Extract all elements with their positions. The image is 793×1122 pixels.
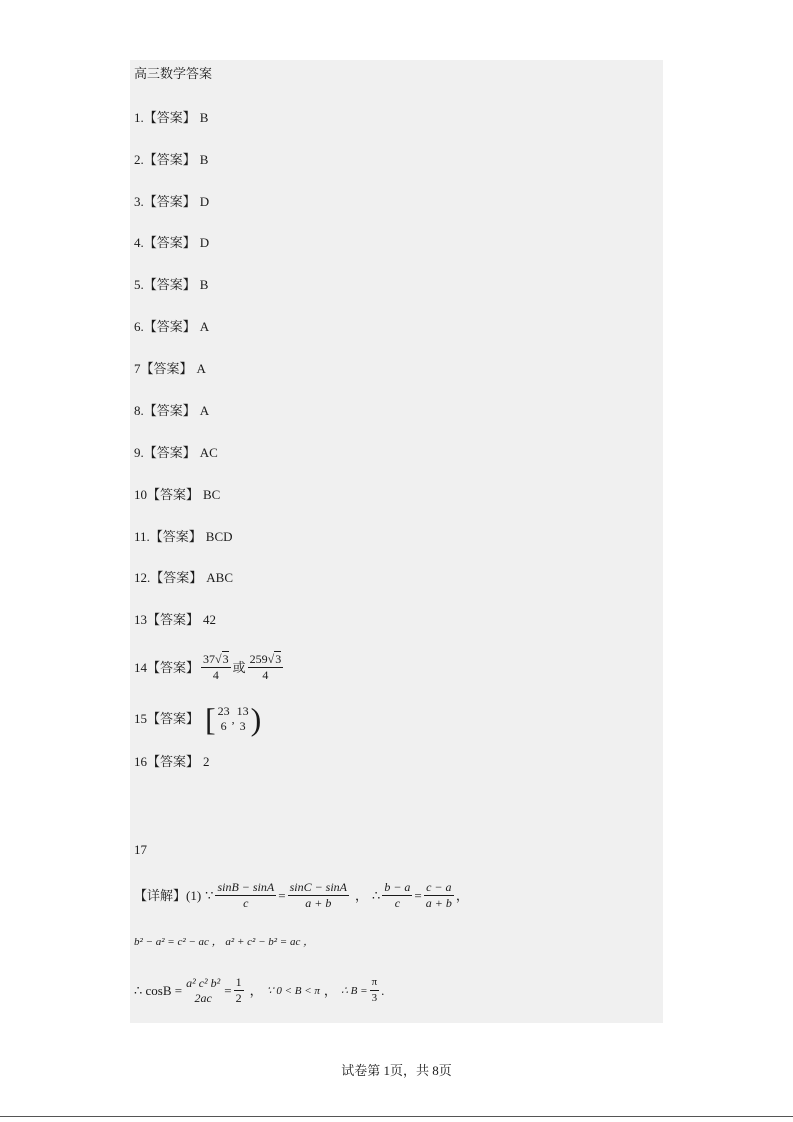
answer-tag: 【答案】 [143,277,196,292]
q17-step-2: b² − a² = c² − ac ， a² + c² − b² = ac ， [134,936,315,948]
answer-tag: 【答案】 [147,659,200,675]
fraction-pi-third [370,975,380,1006]
answer-number: 9. [134,445,144,460]
left-bracket: [ [205,701,216,737]
fraction-sin-diff-1 [215,880,276,911]
answer-value: B [199,277,209,292]
answer-1 [134,110,208,126]
denominator: 2ac [194,990,212,1005]
interval-left-den: 6 [220,719,227,733]
answer-tag: 【答案】 [147,711,200,726]
answer-2 [134,152,208,168]
answer-number: 2. [134,152,144,167]
answer-number: 15 [134,711,147,726]
numerator: 1 [235,975,242,989]
answer-9 [134,445,218,461]
therefore-symbol: ∴ [372,887,381,903]
numerator: π [370,975,380,991]
fraction-2 [248,652,284,683]
answer-number: 8. [134,403,144,418]
answer-number: 4. [134,235,144,250]
q17-step-1 [134,880,469,911]
answer-value: 42 [203,612,217,627]
equals-sign: = [278,887,286,903]
fraction-denominator: 4 [262,668,269,682]
answer-number: 16 [134,754,147,769]
answer-tag: 【答案】 [143,152,196,167]
fraction-sin-diff-2 [288,880,349,911]
denominator: c [243,896,249,910]
answer-10 [134,487,220,503]
comma: ， [455,887,469,903]
radicand: 3 [222,652,229,666]
interval-right-num: 13 [236,704,249,718]
page-title: 高三数学答案 [134,66,213,81]
answer-tag: 【答案】 [140,361,193,376]
q17-step-3 [134,975,384,1006]
answer-14 [134,652,285,683]
right-paren: ) [250,701,262,737]
answer-number: 7 [134,361,141,376]
comma: ， [355,887,369,903]
numerator: a² c² b² [186,975,221,990]
answer-tag: 【答案】 [150,570,203,585]
answer-5 [134,277,208,293]
answer-tag: 【答案】 [143,194,196,209]
answer-value: D [199,194,210,209]
or-word: 或 [232,659,246,675]
denominator: a + b [305,896,332,910]
answer-value: A [196,361,206,376]
equals-sign: = [224,982,232,998]
interval-left-num: 23 [217,704,230,718]
numerator: sinC − sinA [289,880,348,894]
answer-16 [134,754,210,770]
answer-value: BC [203,487,221,502]
interval [205,703,261,735]
answer-tag: 【答案】 [143,110,196,125]
fraction-b-minus-a [382,880,412,911]
answer-value: 2 [203,754,210,769]
answer-number: 1. [134,110,144,125]
fraction-c-minus-a [424,880,454,911]
interval-comma: , [231,712,235,726]
answer-tag: 【答案】 [143,445,196,460]
numerator: sinB − sinA [217,880,275,894]
answer-number: 11. [134,529,150,544]
answer-number: 14 [134,659,147,675]
answer-4 [134,235,209,251]
cos-label: ∴ cosB = [134,982,183,998]
equals-sign: = [414,887,422,903]
answer-3 [134,194,209,210]
question-17-label: 17 [134,842,147,857]
answer-12 [134,570,233,586]
numerator: b − a [384,880,411,894]
result-label: ∴ B = [340,984,368,997]
answer-13 [134,612,216,628]
range-condition: ∵ 0 < B < π [266,984,320,997]
detail-tag: 【详解】(1) [134,887,202,903]
answer-8 [134,403,209,419]
answer-value: BCD [205,529,233,544]
answer-tag: 【答案】 [143,403,196,418]
answer-number: 6. [134,319,144,334]
because-symbol: ∵ [205,887,214,903]
radicand: 3 [275,652,282,666]
fraction-cos-b [184,976,222,1006]
answer-number: 3. [134,194,144,209]
comma: ， [323,982,337,998]
answer-value: D [199,235,210,250]
answer-tag: 【答案】 [147,487,200,502]
answer-value: B [199,152,209,167]
fraction-1 [201,652,231,683]
page-footer: 试卷第 1页，共 8页 [341,1063,452,1078]
answer-value: AC [199,445,218,460]
answer-tag: 【答案】 [147,612,200,627]
answer-tag: 【答案】 [149,529,202,544]
answer-value: ABC [206,570,233,585]
denominator: c [394,896,401,910]
answer-tag: 【答案】 [147,754,200,769]
answer-11 [134,529,233,545]
fraction-denominator: 4 [212,668,219,682]
sqrt-symbol: √3 [215,652,229,666]
bottom-divider [0,1116,793,1117]
interval-right-den: 3 [239,719,246,733]
denominator: a + b [425,896,452,910]
denominator: 2 [235,991,242,1005]
period: . [381,982,385,998]
answer-number: 12. [134,570,151,585]
answer-tag: 【答案】 [143,235,196,250]
answer-number: 10 [134,487,147,502]
answer-6 [134,319,209,335]
denominator: 3 [371,992,378,1004]
answer-tag: 【答案】 [143,319,196,334]
fraction-coefficient: 259 [249,652,268,666]
answer-15 [134,703,261,735]
answer-value: A [199,319,210,334]
sqrt-symbol: √3 [267,652,282,666]
answer-value: A [199,403,210,418]
answer-value: B [199,110,209,125]
fraction-coefficient: 37 [203,652,216,666]
answer-number: 5. [134,277,144,292]
comma: ， [249,982,263,998]
answer-7 [134,361,206,377]
answer-number: 13 [134,612,147,627]
numerator: c − a [426,880,452,894]
fraction-half [234,975,244,1006]
